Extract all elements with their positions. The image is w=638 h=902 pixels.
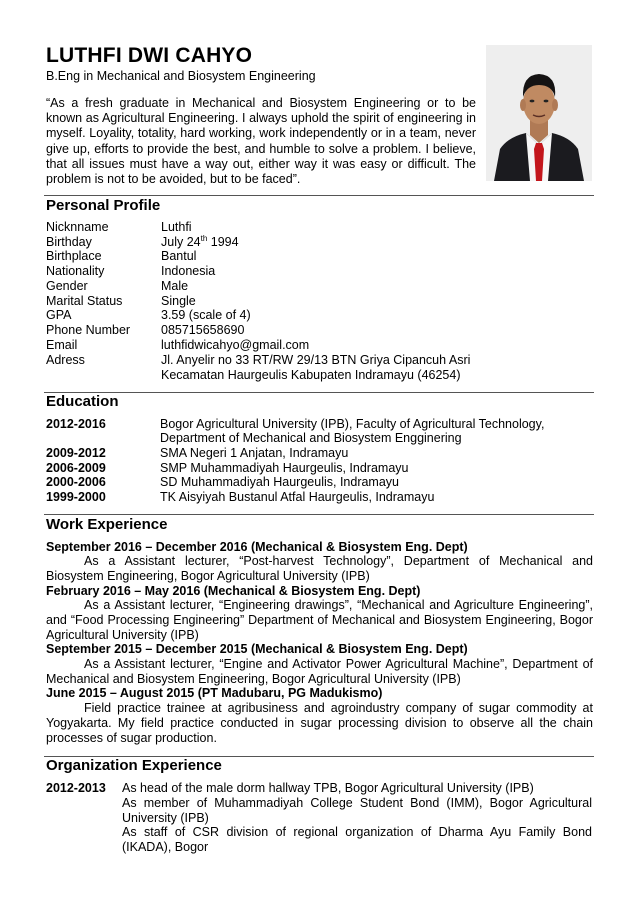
profile-value: Luthfi: [161, 220, 192, 234]
section-title-organization-experience: Organization Experience: [46, 757, 222, 774]
education-years: 2000-2006: [46, 475, 106, 489]
work-heading: September 2015 – December 2015 (Mechanical & Biosystem Eng. Dept): [46, 642, 468, 656]
profile-value: Male: [161, 279, 189, 293]
work-description: As a Assistant lecturer, “Engine and Activator Power Agricultural Machine”, Department of Mechanical and Biosystem Engineering, Bogor Agricultural University (IPB): [46, 657, 593, 686]
email-link[interactable]: luthfidwicahyo@gmail.com: [161, 338, 310, 352]
education-text: SMP Muhammadiyah Haurgeulis, Indramayu: [160, 461, 409, 475]
education-text: TK Aisyiyah Bustanul Atfal Haurgeulis, Indramayu: [160, 490, 435, 504]
education-text: SD Muhammadiyah Haurgeulis, Indramayu: [160, 475, 399, 489]
profile-value: 3.59 (scale of 4): [161, 308, 251, 322]
profile-photo: [486, 45, 592, 181]
section-divider: [44, 514, 594, 515]
profile-value: Kecamatan Haurgeulis Kabupaten Indramayu (46254): [161, 368, 461, 382]
education-years: 2012-2016: [46, 417, 106, 431]
section-divider: [44, 392, 594, 393]
organization-item: As staff of CSR division of regional organization of Dharma Ayu Family Bond (IKADA), Bogor: [122, 825, 592, 854]
profile-label: Birthplace: [46, 249, 102, 263]
profile-label: Nationality: [46, 264, 105, 278]
work-heading: June 2015 – August 2015 (PT Madubaru, PG Madukismo): [46, 686, 383, 700]
profile-label: Email: [46, 338, 78, 352]
profile-label: Adress: [46, 353, 85, 367]
section-title-work-experience: Work Experience: [46, 516, 168, 533]
profile-label: Phone Number: [46, 323, 131, 337]
education-text: Bogor Agricultural University (IPB), Faculty of Agricultural Technology,: [160, 417, 545, 431]
work-description: As a Assistant lecturer, “Engineering drawings”, “Mechanical and Agriculture Engineering”, and “Food Processing Engineering” Department of Mechanical and Biosystem Engineering, Bogor Agricultural University (IPB): [46, 598, 593, 642]
profile-label: GPA: [46, 308, 72, 322]
education-years: 2006-2009: [46, 461, 106, 475]
section-title-personal-profile: Personal Profile: [46, 197, 161, 214]
education-text: SMA Negeri 1 Anjatan, Indramayu: [160, 446, 349, 460]
profile-label: Nicknname: [46, 220, 109, 234]
profile-label: Birthday: [46, 235, 92, 249]
profile-value: Single: [161, 294, 196, 308]
education-text: Department of Mechanical and Biosystem Engginering: [160, 431, 462, 445]
profile-value: Indonesia: [161, 264, 216, 278]
personal-statement: “As a fresh graduate in Mechanical and Biosystem Engineering or to be known as Agricultural Engineering. I always uphold the spirit of engineering in myself. Loyality, totality, hard working, work independently or in a team, never give up, efforts to provide the best, and humble to solve a problem. I believe, that all issues must have a way out, either way it was easy or difficult. The problem is not to be avoided, but to be faced”.: [46, 96, 476, 187]
work-description: As a Assistant lecturer, “Post-harvest Technology”, Department of Mechanical and Biosystem Engineering, Bogor Agricultural University (IPB): [46, 554, 593, 583]
education-years: 1999-2000: [46, 490, 106, 504]
work-heading: September 2016 – December 2016 (Mechanical & Biosystem Eng. Dept): [46, 540, 468, 554]
work-heading: February 2016 – May 2016 (Mechanical & Biosystem Eng. Dept): [46, 584, 421, 598]
candidate-name: LUTHFI DWI CAHYO: [46, 44, 253, 67]
degree-title: B.Eng in Mechanical and Biosystem Engineering: [46, 69, 316, 83]
portrait-illustration: [486, 45, 592, 181]
section-title-education: Education: [46, 393, 119, 410]
profile-value: 085715658690: [161, 323, 245, 337]
work-description: Field practice trainee at agribusiness and agroindustry company of sugar commodity at Yogyakarta. My field practice conducted in sugar processing division to observe all the chain processes of sugar production.: [46, 701, 593, 745]
organization-years: 2012-2013: [46, 781, 106, 795]
profile-label: Marital Status: [46, 294, 123, 308]
organization-item: As head of the male dorm hallway TPB, Bogor Agricultural University (IPB): [122, 781, 534, 795]
profile-value-birthday: July 24th 1994: [161, 233, 239, 249]
profile-value: Bantul: [161, 249, 197, 263]
profile-label: Gender: [46, 279, 88, 293]
profile-value: Jl. Anyelir no 33 RT/RW 29/13 BTN Griya Cipancuh Asri: [161, 353, 471, 367]
section-divider: [44, 195, 594, 196]
education-years: 2009-2012: [46, 446, 106, 460]
organization-item: As member of Muhammadiyah College Student Bond (IMM), Bogor Agricultural University (IPB): [122, 796, 592, 825]
